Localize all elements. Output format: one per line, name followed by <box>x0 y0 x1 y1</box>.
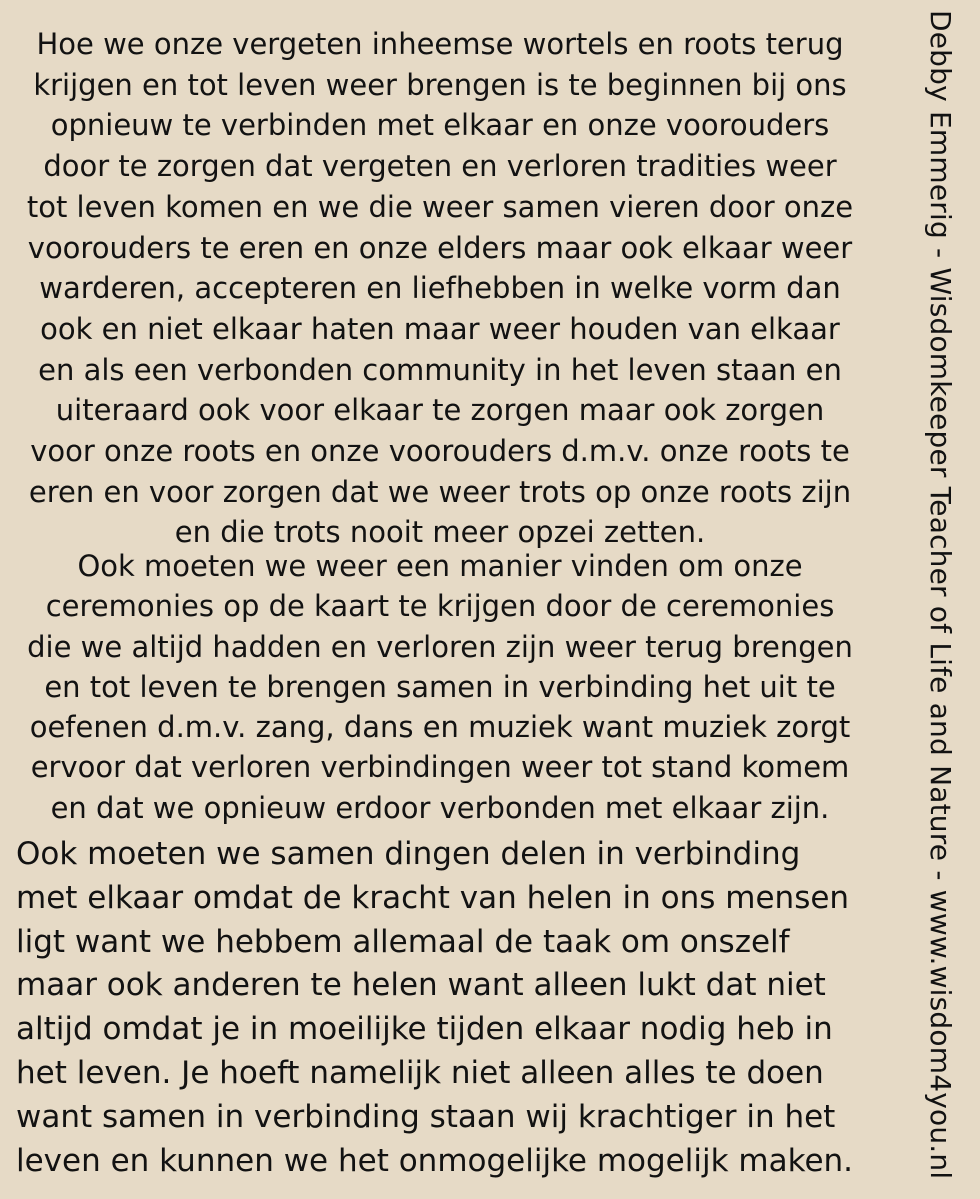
text-line: en als een verbonden community in het leven staan en <box>38 352 842 387</box>
text-line: ligt want we hebbem allemaal de taak om onszelf <box>16 923 790 960</box>
text-line: Ook moeten we weer een manier vinden om onze <box>77 549 803 583</box>
text-line: en die trots nooit meer opzei zetten. <box>174 515 706 550</box>
text-line: ceremonies op de kaart te krijgen door de ceremonies <box>45 589 835 624</box>
text-line: Hoe we onze vergeten inheemse wortels en roots terug <box>36 27 844 61</box>
text-line: ervoor dat verloren verbindingen weer tot stand komem <box>30 750 850 785</box>
paragraph-roots <box>0 24 880 553</box>
text-line: die we altijd hadden en verloren zijn weer terug brengen <box>27 629 853 664</box>
text-line: voorouders te eren en onze elders maar ook elkaar weer <box>27 230 853 265</box>
text-line: opnieuw te verbinden met elkaar en onze voorouders <box>50 108 830 143</box>
text-line: eren en voor zorgen dat we weer trots op onze roots zijn <box>28 474 852 509</box>
text-line: Ook moeten we samen dingen delen in verbinding <box>16 836 801 872</box>
text-line: met elkaar omdat de kracht van helen in ons mensen <box>16 879 850 916</box>
text-line: en dat we opnieuw erdoor verbonden met elkaar zijn. <box>50 790 830 825</box>
text-line: leven en kunnen we het onmogelijke mogelijk maken. <box>16 1142 854 1179</box>
text-line: voor onze roots en onze voorouders d.m.v. onze roots te <box>30 434 850 469</box>
text-line: het leven. Je hoeft namelijk niet alleen alles te doen <box>16 1054 824 1091</box>
text-line: uiteraard ook voor elkaar te zorgen maar ook zorgen <box>55 393 825 428</box>
paragraph-healing <box>16 833 896 1183</box>
text-line: krijgen en tot leven weer brengen is te beginnen bij ons <box>33 67 847 102</box>
text-line: altijd omdat je in moeilijke tijden elkaar nodig heb in <box>16 1011 833 1048</box>
text-line: door te zorgen dat vergeten en verloren tradities weer <box>43 149 837 184</box>
text-line: en tot leven te brengen samen in verbinding het uit te <box>44 669 836 704</box>
text-line: ook en niet elkaar haten maar weer houden van elkaar <box>40 311 840 346</box>
text-line: maar ook anderen te helen want alleen lukt dat niet <box>16 967 826 1004</box>
text-line: want samen in verbinding staan wij krachtiger in het <box>16 1098 836 1135</box>
paragraph-ceremonies <box>0 546 880 828</box>
text-line: oefenen d.m.v. zang, dans en muziek want muziek zorgt <box>29 710 851 745</box>
text-line: warderen, accepteren en liefhebben in welke vorm dan <box>39 271 841 306</box>
attribution-text: Debby Emmerig - Wisdomkeeper Teacher of Life and Nature - www.wisdom4you.nl <box>924 10 957 1180</box>
text-line: tot leven komen en we die weer samen vieren door onze <box>26 189 854 224</box>
